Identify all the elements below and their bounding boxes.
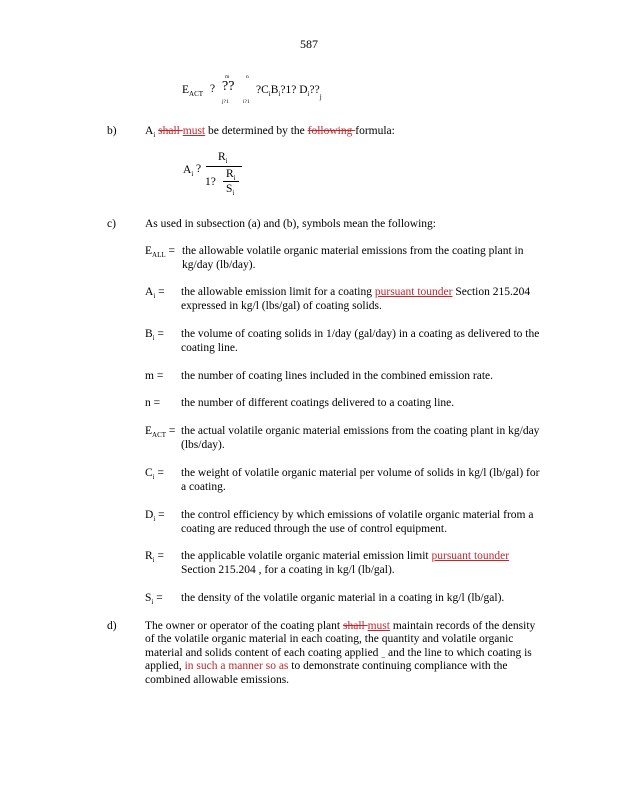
- def-text: the control efficiency by which emissions of volatile organic material from a coating are reduced through the use of control equipment.: [181, 509, 534, 535]
- def-symbol: $E_{ACT}$ =: [145, 425, 176, 439]
- eq-a-inner-bar: [223, 181, 239, 182]
- eq-a-fraction-bar: [206, 166, 242, 167]
- eq-a-equals: ?: [196, 163, 202, 175]
- section-d-label: d): [107, 620, 117, 632]
- eq-act-lower-i: i?1: [243, 99, 250, 105]
- def-symbol: m =: [145, 370, 164, 382]
- eq-act-body: $?C_iB_i?1$? $D_i??_j$: [256, 84, 322, 101]
- def-symbol: $D_i$ =: [145, 509, 165, 523]
- def-symbol: $C_i$ =: [145, 467, 164, 481]
- def-symbol: $E_{ALL}$ =: [145, 245, 176, 259]
- def-text: the applicable volatile organic material emission limit pursuant tounder Section 215.204 , for a coating in kg/l (lb/gal).: [181, 550, 510, 576]
- def-text: the allowable emission limit for a coating pursuant tounder Section 215.204 expressed in kg/l (lbs/gal) of coating solids.: [181, 286, 531, 312]
- equation-a: [183, 150, 253, 206]
- eq-a-lhs: $A_i$: [183, 164, 194, 178]
- section-b-text: $A_i$ shall must be determined by the following formula:: [145, 125, 395, 139]
- def-text: the allowable volatile organic material emissions from the coating plant in kg/day (lb/day).: [182, 245, 524, 271]
- def-text: the weight of volatile organic material per volume of solids in kg/l (lb/gal) for a coating.: [181, 467, 540, 493]
- def-text: the number of different coatings delivered to a coating line.: [181, 397, 455, 409]
- def-text: the volume of coating solids in 1/day (gal/day) in a coating as delivered to the coating line.: [181, 328, 540, 354]
- def-symbol: $R_i$ =: [145, 550, 164, 564]
- eq-a-inner-s: $S_i$: [226, 183, 235, 197]
- def-text: the actual volatile organic material emissions from the coating plant in kg/day (lbs/day).: [181, 425, 540, 451]
- section-b-label: b): [107, 125, 117, 137]
- def-symbol: $B_i$ =: [145, 328, 164, 342]
- equation-e-act: [182, 74, 382, 106]
- eq-act-upper-n: n: [246, 74, 249, 80]
- eq-a-den-prefix: 1?: [205, 176, 216, 188]
- section-c-intro: As used in subsection (a) and (b), symbols mean the following:: [145, 218, 436, 230]
- section-d-text: The owner or operator of the coating plant shall must maintain records of the density of the volatile organic material in each coating, the quantity and volatile organic material and solids content of each coating applied ˍ and the line to which coating is applied, in such a manner so as to demonstrate continuing compliance with the combined allowable emissions.: [145, 620, 536, 686]
- eq-a-numerator: $R_i$: [218, 151, 228, 165]
- def-symbol: $A_i$ =: [145, 286, 165, 300]
- page-number: 587: [300, 37, 318, 51]
- def-text: the density of the volatile organic material in a coating in kg/l (lb/gal).: [181, 592, 505, 604]
- eq-act-equals: ?: [210, 83, 216, 95]
- eq-act-lower-j: j?1: [222, 99, 229, 105]
- def-symbol: n =: [145, 397, 161, 409]
- section-c-label: c): [107, 218, 116, 230]
- def-text: the number of coating lines included in the combined emission rate.: [181, 370, 494, 382]
- eq-act-sums: ??: [222, 79, 235, 94]
- eq-act-upper-m: m: [225, 74, 230, 80]
- eq-act-lhs: $E_{ACT}$: [182, 84, 204, 98]
- eq-a-inner-r: $R_i$: [226, 168, 236, 182]
- def-symbol: $S_i$ =: [145, 592, 163, 606]
